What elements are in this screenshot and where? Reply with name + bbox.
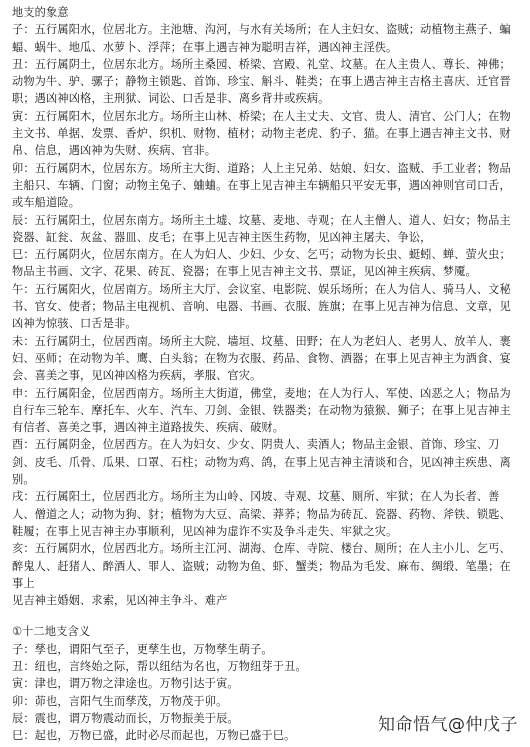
section-title-twelve-branches: ①十二地支含义 [12,625,91,639]
paragraph-zi: 子：五行属阳水，位居北方。主池塘、沟河，与水有关场所；在人主妇女、盗贼；动植物主燕子、蝙蝠、蜗牛、地瓜、水萝卜、浮萍；在事上遇吉神为聪明吉祥，遇凶神主淫佚。 [12,23,511,54]
paragraph-wei: 未：五行属阴土，位居西南。场所主大院、墙垣、坟墓、田野；在人为老妇人、老男人、放羊人、裹妇、巫师；在动物为羊、鹰、白头翁；在物为衣服、药品、食物、酒器；在事上见吉神主为酒食、宴会、喜美之事，见凶神凶格为疾病，孝服、官灾。 [12,334,511,383]
paragraph-chou: 丑：五行属阴土，位居东北方。场所主桑园、桥梁、宫殿、礼堂、坟墓。在人主贵人、尊长、神佛；动物为牛、驴、骡子；静物主锁匙、首饰、珍宝、斛斗、鞋类；在事上遇吉神主吉格主喜庆、迁官晋职；遇凶神凶格，主刑狱、词讼、口舌是非、离乡背井或疾病。 [12,57,511,106]
paragraph-mao: 卯：五行属阴木，位居东方。场所主大街、道路；人上主兄弟、姑娘、妇女、盗贼、手工业者；物品主船只、车辆、门窗；动物主兔子、蛐蛐。在事上见吉神主车辆船只平安无事，遇凶神则官司口舌，或车船道险。 [12,161,511,210]
section-spacer [12,609,520,623]
paragraph-wu: 午：五行属阳火，位居南方。场所主大厅、会议室、电影院、娱乐场所；在人为信人、骑马人、文秘书、官女、使者；物品主电视机、音响、电器、书画、衣服、旌旗；在事上见吉神为信息、文章，见凶神为惊骇、口舌是非。 [12,282,511,331]
meaning-zi: 子：孳也，谓阳气至子，更孳生也，万物孳生萌子。 [12,642,273,656]
section-title-branch-symbolism: 地支的象意 [12,6,69,19]
paragraph-chen: 辰：五行属阳土，位居东南方。场所主土墟、坟墓、麦地、寺观；在人主僧人、道人、妇女；物品主瓷器、缸瓮、灰盆、器皿、皮毛；在事上见吉神主医生药物，见凶神主屠夫、争讼， [12,213,511,244]
paragraph-hai: 亥：五行属阴水，位居西北方。场所主江河、湖海、仓库、寺院、楼台、厕所；在人主小儿、乞丐、醉鬼人、赶猪人、醉酒人、罪人、盗贼；动物为鱼、虾、蟹类；物品为毛发、麻布、绸缎、笔墨；在事上 [12,542,511,590]
paragraph-hai-continued: 见吉神主婚姻、求索，见凶神主争斗、难产 [12,594,228,608]
meaning-chen: 辰：震也，谓万物震动而长，万物振美于辰。 [12,711,239,725]
meaning-mao: 卯：茆也，言阳气生而孳茂，万物茂于卯。 [12,694,228,708]
author-watermark: 知命悟气@仲戊子 [378,715,518,735]
paragraph-shen: 申：五行属阳金，位居西南方。场所主大街道，佛堂，麦地；在人为行人、军使、凶恶之人；物品为自行车三轮车、摩托车、火车、汽车、刀剑、金银、铁器类；在动物为猿猴、狮子；在事上见吉神主有信者、喜美之事，遇凶神主道路拔失、疾病、破财。 [12,386,511,435]
document-page [12,4,520,744]
meaning-yin: 寅：津也，谓万物之津途也。万物引达于寅。 [12,677,239,691]
paragraph-you: 酉：五行属阴金，位居西方。在人为妇女、少女、阴贵人、卖酒人；物品主金银、首饰、珍宝、刀剑、皮毛、爪骨、瓜果、口罩、石柱；动物为鸡、鸽，在事上见吉神主清谈和合，见凶神主疾患、离别。 [12,438,511,487]
paragraph-si: 巳：五行属阴火，位居东南方。在人为妇人、少妇、少女、乞丐；动物为长虫、蜓蚓、蝉、萤火虫；物品主书画、文字、花果、砖瓦、瓷器；在事上见吉神主文书、票证，见凶神主疾病、梦魇。 [12,248,511,279]
paragraph-yin: 寅：五行属阳木，位居东北方。场所主山林、桥梁；在人主丈夫、文官、贵人、清官、公门人；在物主文书、单据、发票、香炉、织机、财物、植材；动物主老虎、豹子、猫。在事上遇吉神主文书、财帛、信息，遇凶神为失财、疾病、官非。 [12,109,511,158]
paragraph-xu: 戌：五行属阳土，位居西北方。场所主为山岭、冈坡、寺观、坟墓、厕所、牢狱；在人为长者、善人、僧道之人；动物为狗、豺；植物为大豆、高梁、莽荞；物品为砖瓦、瓷器、药物、斧铁、锁匙、鞋履；在事上见吉神主办事顺利，见凶神为虚诈不实及争斗走失、牢狱之灾。 [12,490,511,538]
meaning-chou: 丑：纽也，言终始之际，帮以纽结为名也，万物纽芽于丑。 [12,659,307,673]
meaning-si: 巳：起也，万物已盛，此时必尽而起也，万物已盛于巳。 [12,729,296,743]
